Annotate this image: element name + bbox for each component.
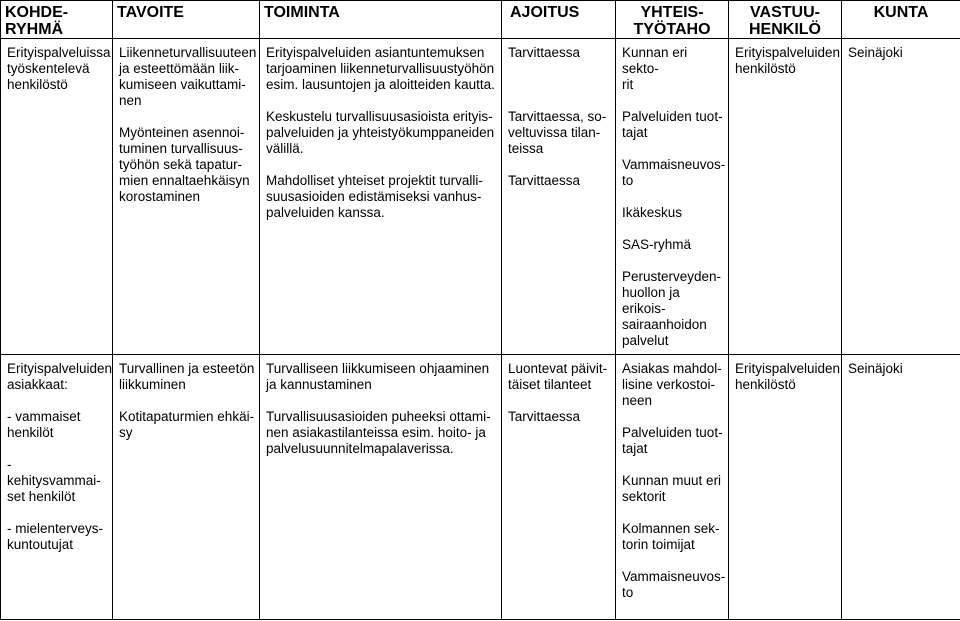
goal-text: Kotitapaturmien ehkäi- sy — [119, 409, 255, 440]
cell-toiminta — [260, 355, 502, 620]
action-text: Turvallisuusasioiden puheeksi ottami- nen asiakastilanteissa esim. hoito- ja palvelusuunnitelmapalaverissa. — [266, 409, 491, 456]
timing-text: Tarvittaessa — [508, 409, 581, 424]
partner-text: Palveluiden tuot- tajat — [622, 425, 723, 456]
timing-text: Tarvittaessa, so- veltuvissa tilan- teissa — [508, 109, 607, 156]
partner-text: Perusterveyden- huollon ja erikois- sairaanhoidon palvelut — [622, 269, 722, 348]
partner-text: Asiakas mahdol- lisine verkostoi- neen — [622, 361, 722, 408]
timing-text: Luontevat päivit- täiset tilanteet — [508, 361, 608, 392]
header-toiminta: TOIMINTA — [260, 1, 502, 39]
timing-text: Tarvittaessa — [508, 45, 581, 60]
header-vastuuhenkilo: VASTUU- HENKILÖ — [729, 1, 842, 39]
target-group-text: Erityispalveluissa työskentelevä henkilöstö — [7, 45, 111, 92]
cell-tavoite — [113, 355, 260, 620]
partner-text: Vammaisneuvos- to — [622, 569, 726, 600]
goal-text: Liikenneturvallisuuteen ja esteettömään liik- kumiseen vaikuttami- nen — [119, 45, 257, 108]
cell-kunta — [842, 39, 960, 355]
cell-vastuuhenkilo — [729, 355, 842, 620]
timing-text: Tarvittaessa — [508, 173, 581, 188]
cell-kohderyhma — [1, 355, 113, 620]
responsible-text: Erityispalveluiden henkilöstö — [735, 45, 841, 76]
cell-yhteistyotaho — [616, 39, 729, 355]
municipality-text: Seinäjoki — [848, 45, 903, 60]
responsible-text: Erityispalveluiden henkilöstö — [735, 361, 841, 392]
target-group-text: Erityispalveluiden asiakkaat: — [7, 361, 113, 392]
action-text: Turvalliseen liikkumiseen ohjaaminen ja kannustaminen — [266, 361, 490, 392]
table-row — [1, 39, 960, 355]
cell-vastuuhenkilo — [729, 39, 842, 355]
header-kunta: KUNTA — [842, 1, 960, 39]
goal-text: Myönteinen asennoi- tuminen turvallisuus- työhön sekä tapatur- mien ennaltaehkäisyn korostaminen — [119, 125, 250, 204]
header-ajoitus: AJOITUS — [502, 1, 616, 39]
partner-text: Kunnan muut eri sektorit — [622, 473, 722, 504]
target-group-item: - vammaiset henkilöt — [7, 409, 81, 440]
cell-kohderyhma — [1, 39, 113, 355]
cell-ajoitus — [502, 39, 616, 355]
action-text: Keskustelu turvallisuusasioista erityis- palveluiden ja yhteistyökumppaneiden välillä. — [266, 109, 495, 156]
goal-text: Turvallinen ja esteetön liikkuminen — [119, 361, 255, 392]
header-tavoite: TAVOITE — [113, 1, 260, 39]
cell-tavoite — [113, 39, 260, 355]
header-kohderyhma: KOHDE- RYHMÄ — [1, 1, 113, 39]
target-group-item: - mielenterveys- kuntoutujat — [7, 521, 104, 552]
table-row — [1, 355, 960, 620]
cell-ajoitus — [502, 355, 616, 620]
partner-text: Kunnan eri sekto- rit — [622, 45, 688, 92]
cell-yhteistyotaho — [616, 355, 729, 620]
header-yhteistyotaho: YHTEIS- TYÖTAHO — [616, 1, 729, 39]
header-row — [1, 1, 960, 39]
cell-kunta — [842, 355, 960, 620]
partner-text: Vammaisneuvos- to — [622, 157, 726, 188]
target-group-item: - kehitysvammai- set henkilöt — [7, 457, 101, 504]
action-text: Erityispalveluiden asiantuntemuksen tarjoaminen liikenneturvallisuustyöhön esim. lausuntojen ja aloitteiden kautta. — [266, 45, 495, 92]
cell-toiminta — [260, 39, 502, 355]
partner-text: Palveluiden tuot- tajat — [622, 109, 723, 140]
municipality-text: Seinäjoki — [848, 361, 903, 376]
partner-text: Ikäkeskus — [622, 205, 683, 220]
partner-text: Kolmannen sek- torin toimijat — [622, 521, 720, 552]
partner-text: SAS-ryhmä — [622, 237, 692, 252]
action-text: Mahdolliset yhteiset projektit turvalli- suusasioiden edistämiseksi vanhus- palveluiden kanssa. — [266, 173, 483, 220]
